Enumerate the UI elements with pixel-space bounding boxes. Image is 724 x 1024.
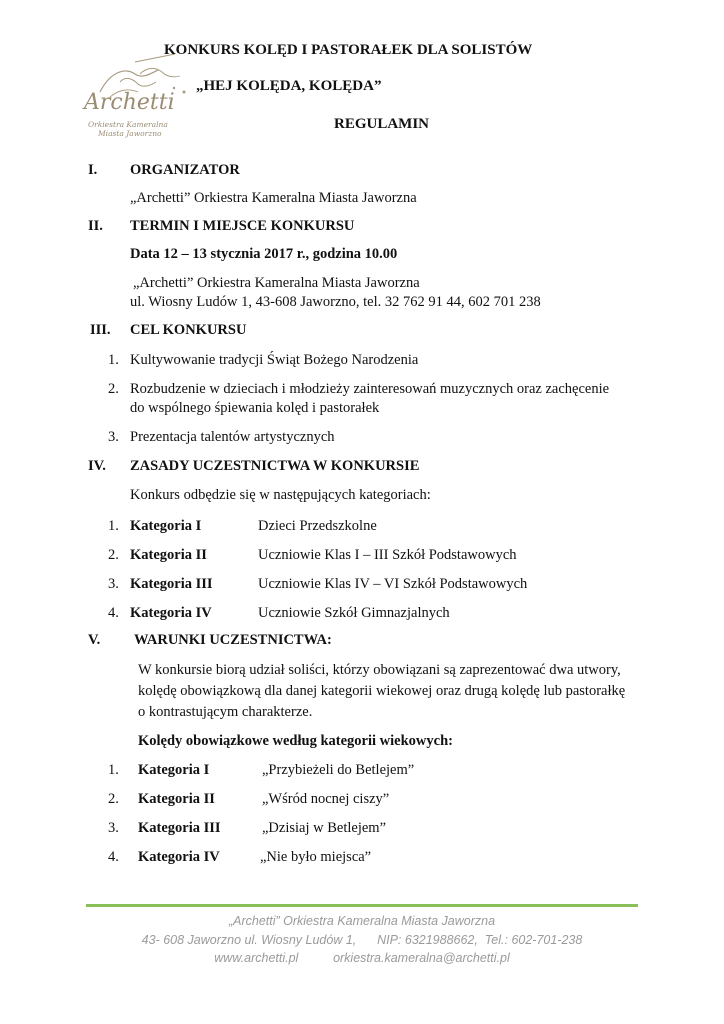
section-5-number: V. (88, 632, 101, 648)
category-2-number: 2. (108, 547, 119, 563)
song-2-number: 2. (108, 791, 119, 807)
category-3-desc: Uczniowie Klas IV – VI Szkół Podstawowych (258, 576, 528, 592)
category-4-name: Kategoria IV (130, 605, 212, 621)
regulations-heading: REGULAMIN (334, 116, 430, 132)
section-3-number: III. (90, 322, 111, 338)
section-1-heading: ORGANIZATOR (130, 162, 240, 178)
category-2-desc: Uczniowie Klas I – III Szkół Podstawowych (258, 547, 517, 563)
song-2-title: „Wśród nocnej ciszy” (262, 791, 390, 807)
section-3-heading: CEL KONKURSU (130, 322, 247, 338)
conditions-line-2: kolędę obowiązkową dla danej kategorii wiekowej oraz drugą kolędę lub pastorałkę (138, 683, 626, 699)
contest-date: Data 12 – 13 stycznia 2017 r., godzina 10.00 (130, 246, 398, 262)
contest-place-name: „Archetti” Orkiestra Kameralna Miasta Jaworzna (133, 275, 420, 291)
song-3-category: Kategoria III (138, 820, 221, 836)
footer-contacts: www.archetti.pl orkiestra.kameralna@archetti.pl (214, 951, 510, 965)
conditions-line-3: o kontrastującym charakterze. (138, 704, 313, 720)
song-3-title: „Dzisiaj w Betlejem” (262, 820, 387, 836)
goal-2-text-cont: do wspólnego śpiewania kolęd i pastorałek (130, 400, 380, 416)
section-2-number: II. (88, 218, 103, 234)
category-3-name: Kategoria III (130, 576, 213, 592)
logo-subtitle-1: Orkiestra Kameralna (88, 120, 168, 129)
goal-2-text: Rozbudzenie w dzieciach i młodzieży zainteresowań muzycznych oraz zachęcenie (130, 381, 610, 397)
category-1-number: 1. (108, 518, 119, 534)
category-3-number: 3. (108, 576, 119, 592)
category-2-name: Kategoria II (130, 547, 207, 563)
mandatory-songs-heading: Kolędy obowiązkowe według kategorii wiekowych: (138, 733, 453, 749)
footer-org-name: „Archetti” Orkiestra Kameralna Miasta Jaworzna (228, 914, 496, 928)
footer-divider (86, 904, 638, 907)
contest-name: „HEJ KOLĘDA, KOLĘDA” (196, 78, 382, 94)
category-4-desc: Uczniowie Szkół Gimnazjalnych (258, 605, 450, 621)
goal-3-number: 3. (108, 429, 119, 445)
categories-intro: Konkurs odbędzie się w następujących kategoriach: (130, 487, 431, 503)
song-1-number: 1. (108, 762, 119, 778)
song-4-title: „Nie było miejsca” (260, 849, 372, 865)
footer-address: 43- 608 Jaworzno ul. Wiosny Ludów 1, NIP: 6321988662, Tel.: 602-701-238 (141, 933, 583, 947)
goal-2-number: 2. (108, 381, 119, 397)
section-4-heading: ZASADY UCZESTNICTWA W KONKURSIE (130, 458, 420, 474)
section-5-heading: WARUNKI UCZESTNICTWA: (134, 632, 332, 648)
goal-3-text: Prezentacja talentów artystycznych (130, 429, 335, 445)
section-2-heading: TERMIN I MIEJSCE KONKURSU (130, 218, 355, 234)
logo-subtitle-2: Miasta Jaworzno (98, 129, 162, 138)
goal-1-text: Kultywowanie tradycji Świąt Bożego Narodzenia (130, 352, 419, 368)
document-title: KONKURS KOLĘD I PASTORAŁEK DLA SOLISTÓW (164, 42, 533, 58)
song-3-number: 3. (108, 820, 119, 836)
song-1-category: Kategoria I (138, 762, 210, 778)
contest-place-address: ul. Wiosny Ludów 1, 43-608 Jaworzno, tel. 32 762 91 44, 602 701 238 (130, 294, 541, 310)
section-4-number: IV. (88, 458, 106, 474)
organizer-text: „Archetti” Orkiestra Kameralna Miasta Jaworzna (130, 190, 417, 206)
song-4-number: 4. (108, 849, 119, 865)
conditions-line-1: W konkursie biorą udział soliści, którzy obowiązani są zaprezentować dwa utwory, (138, 662, 621, 678)
section-1-number: I. (88, 162, 98, 178)
song-1-title: „Przybieżeli do Betlejem” (262, 762, 415, 778)
song-2-category: Kategoria II (138, 791, 215, 807)
archetti-logo (80, 52, 190, 152)
logo-name: Archetti (84, 90, 175, 115)
category-1-name: Kategoria I (130, 518, 202, 534)
song-4-category: Kategoria IV (138, 849, 220, 865)
category-1-desc: Dzieci Przedszkolne (258, 518, 377, 534)
goal-1-number: 1. (108, 352, 119, 368)
category-4-number: 4. (108, 605, 119, 621)
